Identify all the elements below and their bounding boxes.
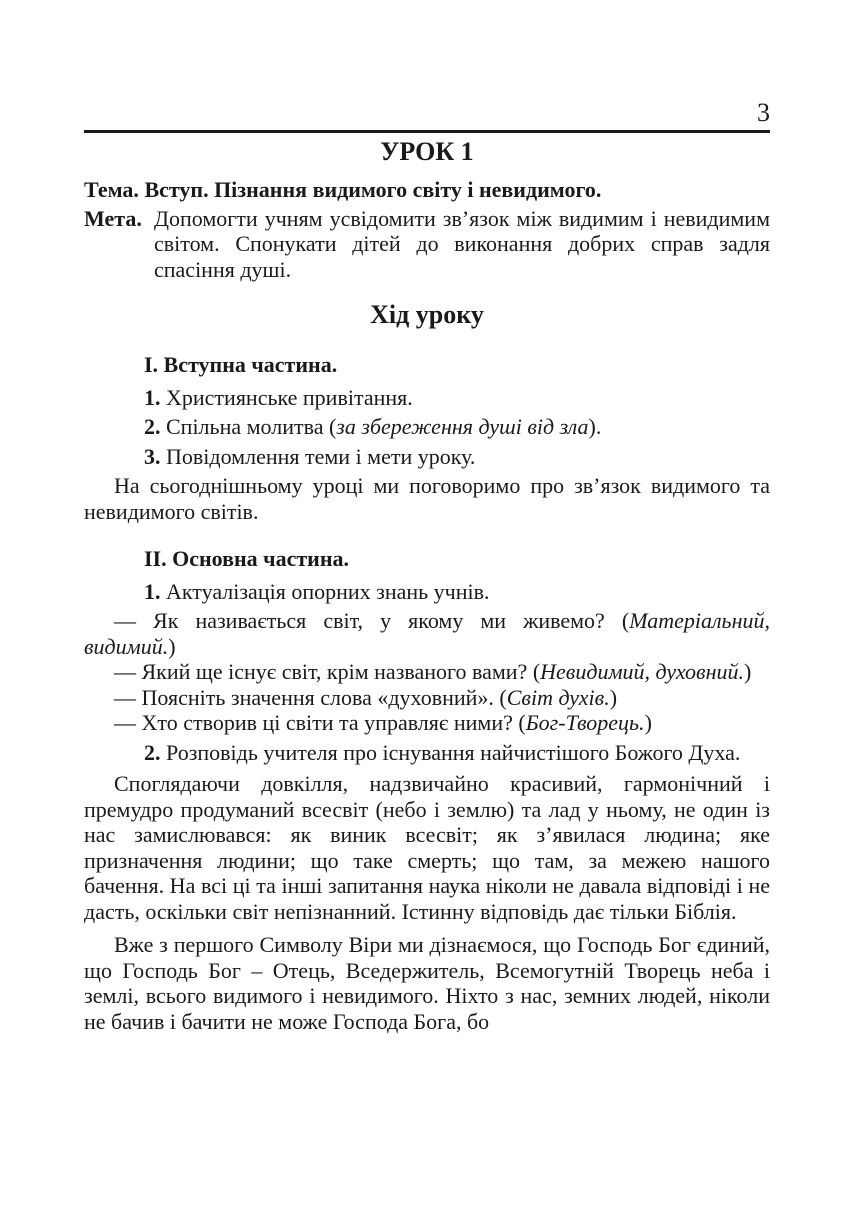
part2-item-1 — [144, 579, 770, 605]
goal-text: Допомогти учням усвідомити зв’язок між видимим і невидимим світом. Спонукати дітей до виконання добрих справ задля спасіння душі. — [154, 205, 770, 282]
part1-item-1 — [144, 385, 770, 411]
item-text: Актуалізація опорних знань учнів. — [166, 578, 490, 604]
part1-item-2 — [144, 414, 770, 440]
item-number: 3. — [144, 443, 161, 469]
lesson-title: УРОК 1 — [380, 137, 474, 166]
dialog-line — [84, 659, 770, 685]
dialog-answer: Бог-Творець. — [525, 710, 645, 735]
topic-text: Вступ. Пізнання видимого світу і невидимого. — [144, 177, 602, 202]
dialog-close: ) — [744, 659, 752, 684]
item-number: 1. — [144, 384, 161, 410]
body-paragraph: Вже з першого Символу Віри ми дізнаємося, що Господь Бог єдиний, що Господь Бог – Отець, Вседержитель, Всемогутній Творець неба і землі, всього видимого і невидимого. Ніхто з нас, земних людей, ніколи не бачив і бачити не може Господа Бога, бо — [84, 932, 770, 1034]
item-number: 2. — [144, 414, 161, 439]
dialog-question: — Як називається світ, у якому ми живемо? ( — [114, 608, 630, 633]
part1-heading: І. Вступна частина. — [144, 352, 338, 377]
dialog-line — [84, 608, 770, 659]
item-text: Повідомлення теми і мети уроку. — [166, 443, 476, 469]
part2-item-2 — [84, 740, 770, 766]
item-number: 1. — [144, 578, 161, 604]
part1-item-3 — [144, 444, 770, 470]
dialog-answer: Невидимий, духовний. — [540, 659, 745, 684]
dialog-close: ) — [609, 684, 618, 710]
dialog-close: ) — [644, 710, 652, 735]
item-text: Християнське привітання. — [166, 384, 413, 410]
dialog-line — [84, 685, 770, 711]
lesson-flow-heading: Хід уроку — [370, 300, 484, 329]
item-text: Спільна молитва ( — [166, 414, 337, 439]
topic-line — [84, 177, 770, 203]
body-paragraph: Споглядаючи довкілля, надзвичайно красивий, гармонічний і премудро продуманий всесвіт (небо і землю) та лад у ньому, не один із нас замислювався: як виник всесвіт; як з’явилася людина; яке призначення людини; що таке смерть; що там, за межею нашого бачення. На всі ці та інші запитання наука ніколи не давала відповіді і не дасть, оскільки світ непізнанний. Істинну відповідь дає тільки Біблія. — [84, 771, 770, 924]
item-italic-text: за збереження душі від зла — [336, 414, 589, 439]
goal-block — [84, 206, 770, 283]
book-page — [84, 0, 770, 1216]
dialog-question: — Поясніть значення слова «духовний». ( — [114, 684, 507, 710]
dialog-close: ) — [168, 633, 176, 659]
item-number: 2. — [144, 739, 161, 765]
dialog-line — [84, 710, 770, 736]
header-rule — [84, 130, 770, 133]
item-text: Розповідь учителя про існування найчистішого Божого Духа. — [166, 739, 741, 765]
topic-label: Тема. — [84, 177, 139, 202]
part1-paragraph: На сьогоднішньому уроці ми поговоримо про зв’язок видимого та невидимого світів. — [84, 473, 770, 524]
page-number: 3 — [757, 98, 770, 127]
item-text-end: ). — [588, 414, 602, 439]
page-content — [84, 137, 770, 1034]
part2-heading: ІІ. Основна частина. — [144, 546, 350, 571]
goal-label: Мета. — [84, 205, 142, 231]
dialog-question: — Хто створив ці світи та управляє ними? ( — [114, 710, 526, 735]
dialog-question: — Який ще існує світ, крім названого вами? ( — [114, 659, 541, 684]
dialog-answer: Матеріальний, видимий. — [84, 608, 770, 659]
dialog-answer: Світ духів. — [506, 684, 610, 710]
